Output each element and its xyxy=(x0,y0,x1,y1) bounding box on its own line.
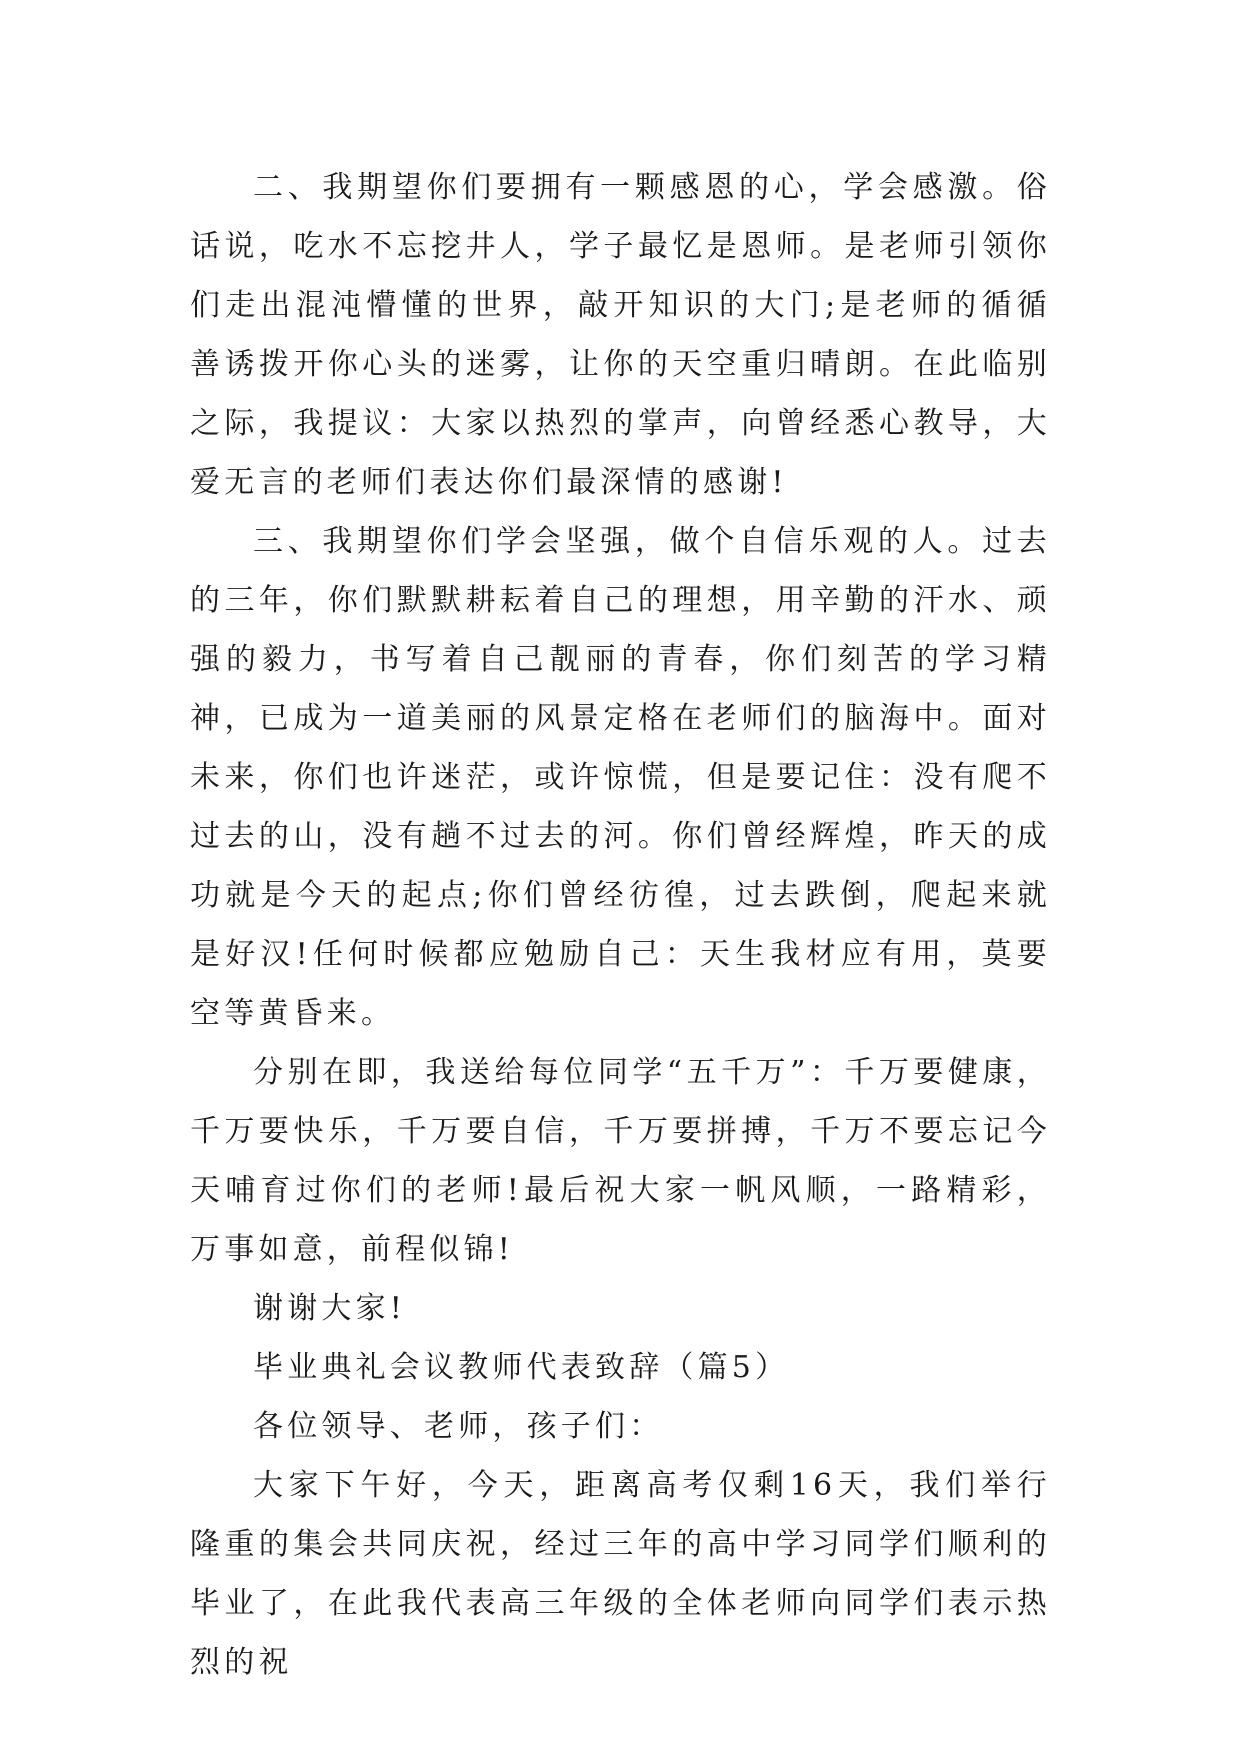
paragraph-farewell-wishes: 分别在即，我送给每位同学“五千万”：千万要健康，千万要快乐，千万要自信，千万要拼搏，千万不要忘记今天哺育过你们的老师!最后祝大家一帆风顺，一路精彩，万事如意，前程似锦! xyxy=(190,1055,1051,1267)
section-heading: 毕业典礼会议教师代表致辞（篇5） xyxy=(253,1350,790,1385)
paragraph-thanks: 谢谢大家! xyxy=(253,1291,407,1326)
document-body xyxy=(190,158,1051,1692)
paragraph-opening: 大家下午好，今天，距离高考仅剩16天，我们举行隆重的集会共同庆祝，经过三年的高中学习同学们顺利的毕业了，在此我代表高三年级的全体老师向同学们表示热烈的祝 xyxy=(190,1468,1051,1680)
paragraph-resilience: 三、我期望你们学会坚强，做个自信乐观的人。过去的三年，你们默默耕耘着自己的理想，用辛勤的汗水、顽强的毅力，书写着自己靓丽的青春，你们刻苦的学习精神，已成为一道美丽的风景定格在老师们的脑海中。面对未来，你们也许迷茫，或许惊慌，但是要记住：没有爬不过去的山，没有趟不过去的河。你们曾经辉煌，昨天的成功就是今天的起点;你们曾经彷徨，过去跌倒，爬起来就是好汉!任何时候都应勉励自己：天生我材应有用，莫要空等黄昏来。 xyxy=(190,524,1051,1031)
paragraph-gratitude: 二、我期望你们要拥有一颗感恩的心，学会感激。俗话说，吃水不忘挖井人，学子最忆是恩师。是老师引领你们走出混沌懵懂的世界，敲开知识的大门;是老师的循循善诱拨开你心头的迷雾，让你的天空重归晴朗。在此临别之际，我提议：大家以热烈的掌声，向曾经悉心教导，大爱无言的老师们表达你们最深情的感谢! xyxy=(190,170,1051,500)
paragraph-salutation: 各位领导、老师，孩子们： xyxy=(253,1409,664,1444)
